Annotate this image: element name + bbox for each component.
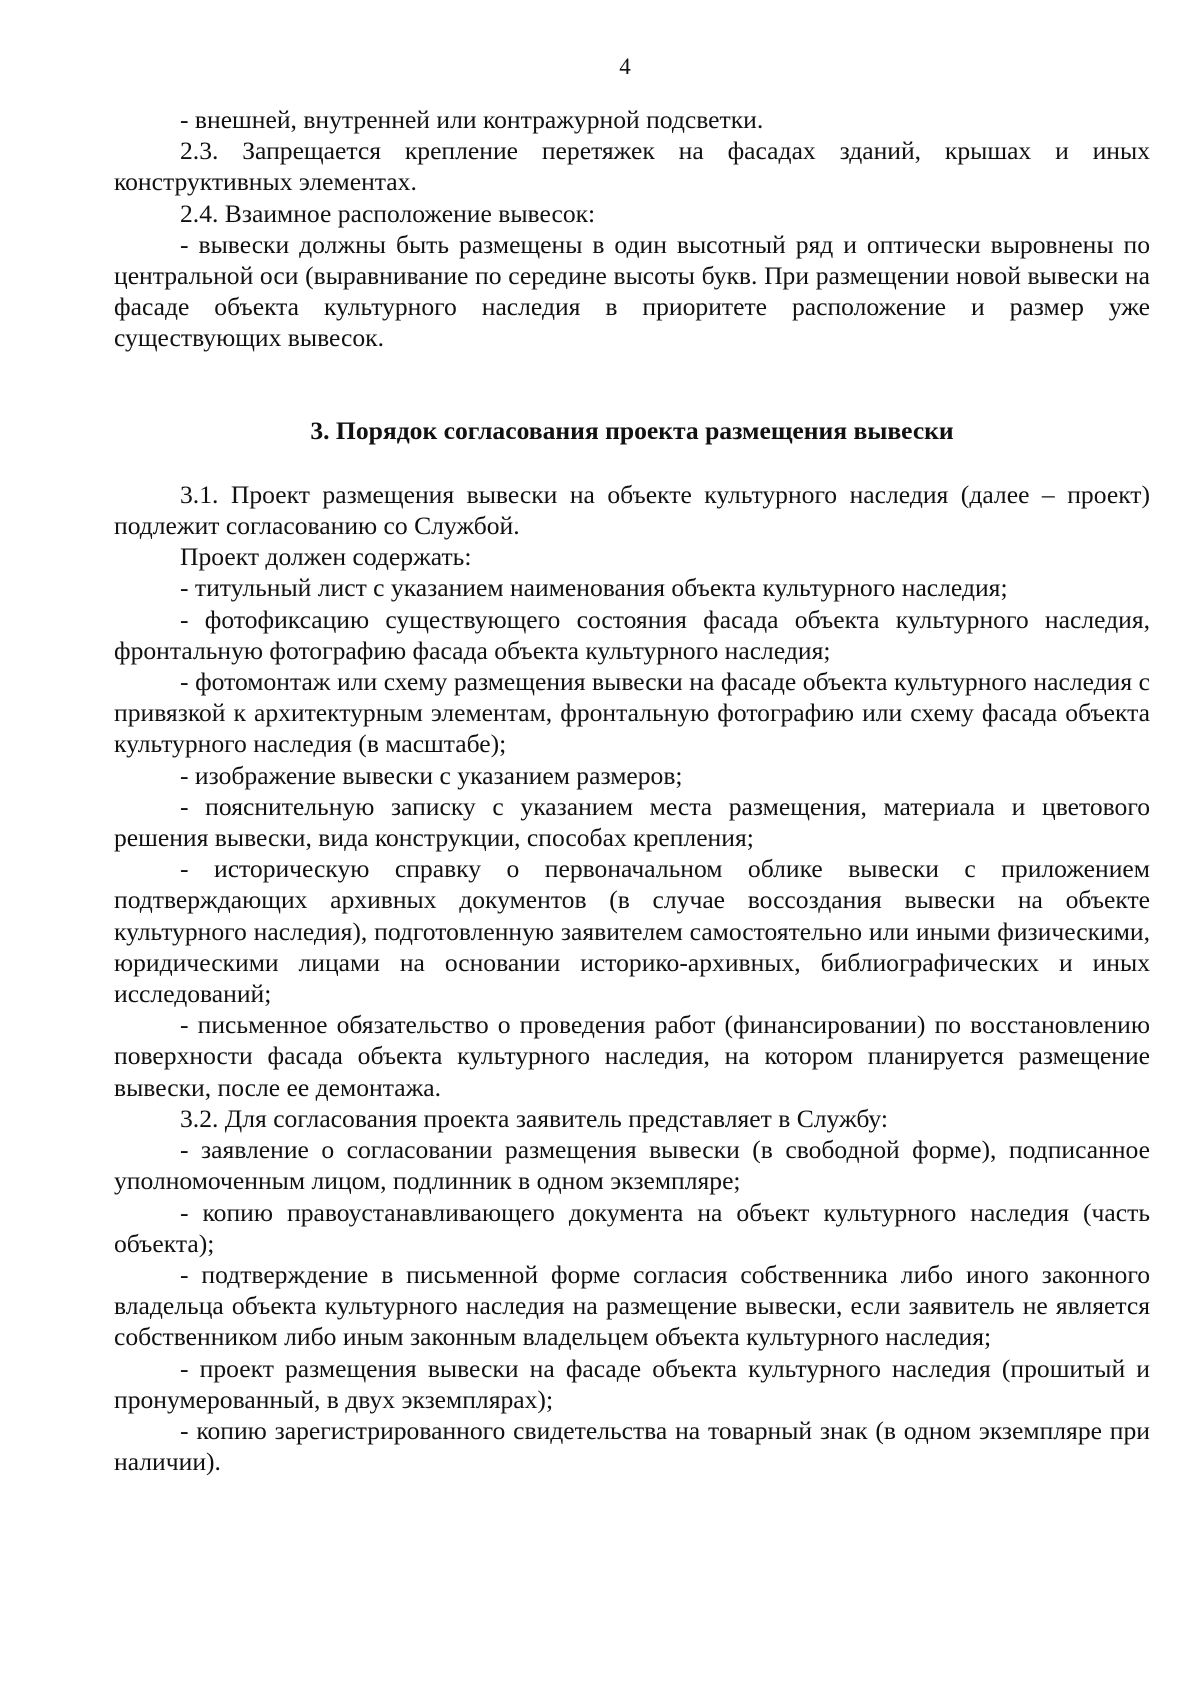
paragraph-3-2: 3.2. Для согласования проекта заявитель представляет в Службу: — [180, 1103, 888, 1133]
list-item-historical-reference: - историческую справку о первоначальном облике вывески с приложением подтверждающих архивных документов (в случае воссоздания вывески на объекте культурного наследия), подготовленную заявителем самостоятельно или иными физическими, юридическими лицами на основании историко-архивных, библиографических и иных исследований; — [114, 854, 1150, 1009]
paragraph-signs-alignment: - вывески должны быть размещены в один высотный ряд и оптически выровнены по центральной оси (выравнивание по середине высоты букв. При размещении новой вывески на фасаде объекта культурного наследия в приоритете расположение и размер уже существующих вывесок. — [114, 229, 1150, 353]
paragraph-3-1: 3.1. Проект размещения вывески на объекте культурного наследия (далее – проект) подлежит согласованию со Службой. — [114, 479, 1150, 541]
list-item-explanatory-note: - пояснительную записку с указанием места размещения, материала и цветового решения вывески, вида конструкции, способах крепления; — [114, 791, 1150, 853]
list-item-title-page: - титульный лист с указанием наименования объекта культурного наследия; — [180, 573, 1008, 603]
list-item-written-obligation: - письменное обязательство о проведения работ (финансировании) по восстановлению поверхности фасада объекта культурного наследия, на котором планируется размещение вывески, после ее демонтажа. — [114, 1010, 1150, 1102]
page-number: 4 — [619, 54, 631, 79]
document-body — [114, 104, 1150, 1477]
list-item-photomontage: - фотомонтаж или схему размещения вывески на фасаде объекта культурного наследия с привязкой к архитектурным элементам, фронтальную фотографию или схему фасада объекта культурного наследия (в масштабе); — [114, 667, 1150, 759]
list-item-sign-image: - изображение вывески с указанием размеров; — [180, 760, 683, 790]
section-heading: 3. Порядок согласования проекта размещения вывески — [310, 415, 954, 445]
paragraph-project-contents: Проект должен содержать: — [180, 542, 472, 572]
list-item-title-document-copy: - копию правоустанавливающего документа на объект культурного наследия (часть объекта); — [114, 1197, 1150, 1258]
list-item-trademark-certificate: - копию зарегистрированного свидетельства на товарный знак (в одном экземпляре при наличии). — [114, 1415, 1150, 1477]
list-item-photo-fixation: - фотофиксацию существующего состояния фасада объекта культурного наследия, фронтальную фотографию фасада объекта культурного наследия; — [114, 604, 1150, 665]
paragraph-2-4: 2.4. Взаимное расположение вывесок: — [180, 198, 596, 228]
list-item-placement-project: - проект размещения вывески на фасаде объекта культурного наследия (прошитый и пронумерованный, в двух экземплярах); — [114, 1353, 1150, 1414]
paragraph-2-3: 2.3. Запрещается крепление перетяжек на фасадах зданий, крышах и иных конструктивных элементах. — [114, 136, 1150, 197]
list-item-application: - заявление о согласовании размещения вывески (в свободной форме), подписанное уполномоченным лицом, подлинник в одном экземпляре; — [114, 1135, 1150, 1196]
paragraph-backlight: - внешней, внутренней или контражурной подсветки. — [180, 105, 764, 134]
list-item-owner-consent: - подтверждение в письменной форме согласия собственника либо иного законного владельца объекта культурного наследия на размещение вывески, если заявитель не является собственником либо иным законным владельцем объекта культурного наследия; — [114, 1259, 1150, 1352]
